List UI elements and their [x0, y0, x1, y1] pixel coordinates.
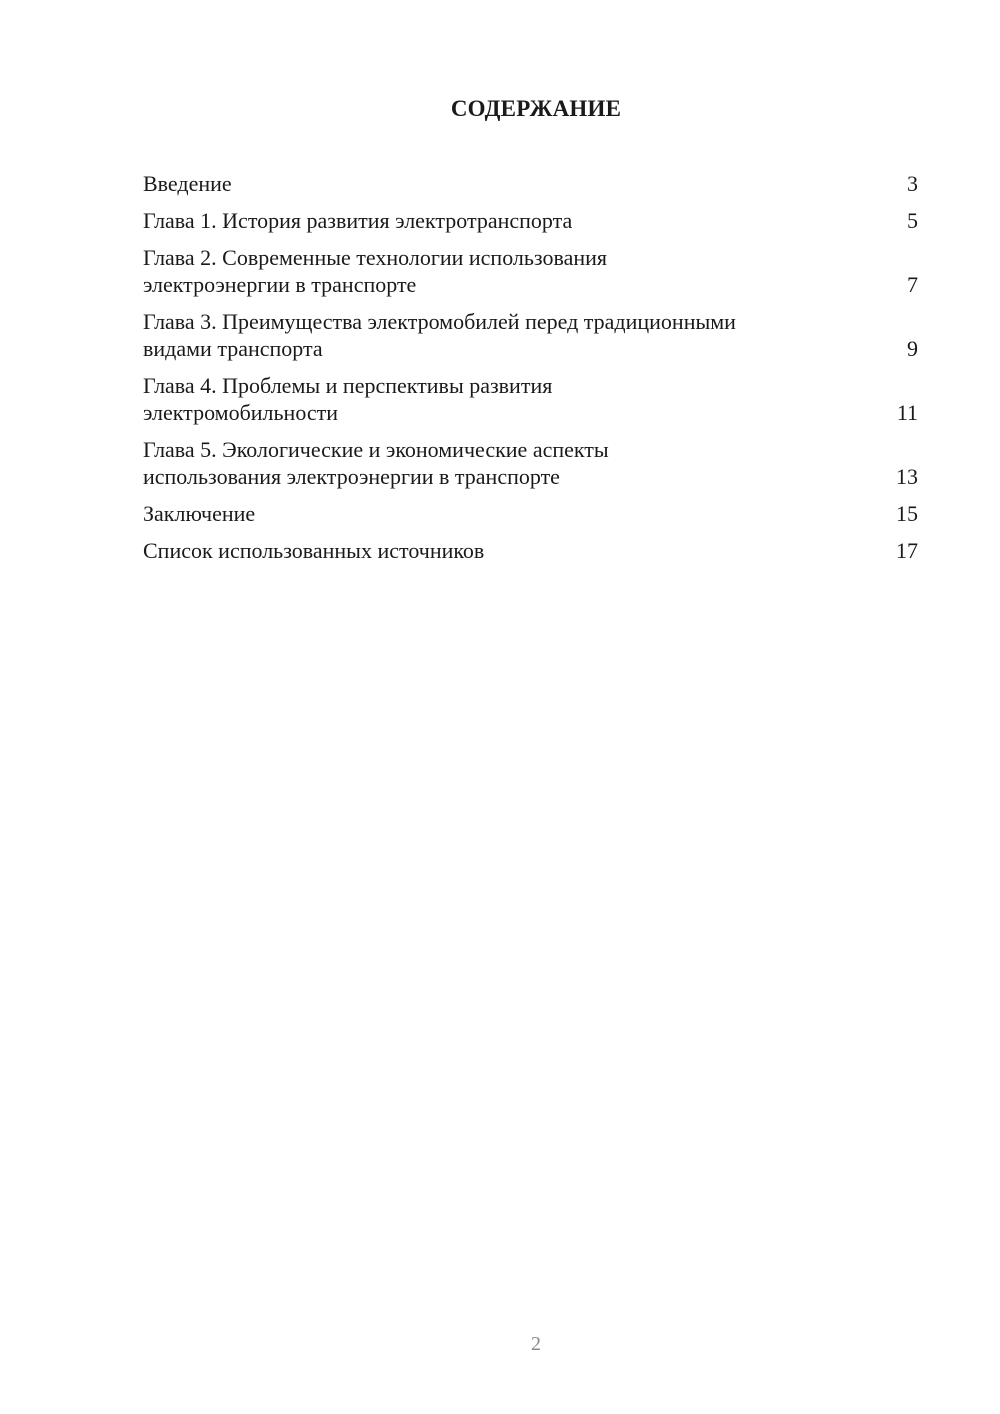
- toc-entry-title: [143, 537, 484, 564]
- toc-entry-title-line: Введение: [143, 171, 232, 196]
- toc-entry-title: [143, 207, 572, 234]
- page-title: СОДЕРЖАНИЕ: [450, 96, 622, 121]
- toc-entry-title: [143, 308, 736, 362]
- toc-entry-title-line: Глава 4. Проблемы и перспективы развития: [143, 373, 553, 398]
- toc-entry-conclusion: [143, 500, 918, 527]
- toc-entry-chapter-3: [143, 308, 918, 362]
- toc-entry-title: [143, 244, 607, 298]
- toc-entry-introduction: [143, 170, 918, 197]
- toc-entry-page: 9: [907, 336, 918, 361]
- toc-entry-title-line: использования электроэнергии в транспорте: [143, 464, 560, 489]
- toc-entry-title: [143, 170, 232, 197]
- toc-entry-title-line: видами транспорта: [143, 336, 323, 361]
- toc-entry-title-line: Глава 3. Преимущества электромобилей перед традиционными: [143, 309, 736, 334]
- toc-entry-page: 5: [907, 208, 918, 233]
- toc-entry-chapter-2: [143, 244, 918, 298]
- toc-entry-page: 3: [907, 171, 918, 196]
- toc-entry-title: [143, 436, 609, 490]
- toc-entry-title-line: Глава 2. Современные технологии использования: [143, 245, 608, 270]
- toc-entry-title-line: Список использованных источников: [143, 538, 485, 563]
- toc-entry-page: 11: [896, 400, 918, 425]
- toc-entry-page: 17: [896, 538, 918, 563]
- toc-entry-title-line: Глава 5. Экологические и экономические аспекты: [143, 437, 609, 462]
- toc-entry-title-line: электроэнергии в транспорте: [143, 272, 417, 297]
- toc-entry-chapter-4: [143, 372, 918, 426]
- toc-entry-title-line: Глава 1. История развития электротранспорта: [143, 208, 573, 233]
- toc-entry-page: 13: [896, 464, 918, 489]
- toc-entry-title-line: Заключение: [143, 501, 256, 526]
- toc-entry-title: [143, 372, 552, 426]
- page-number: 2: [531, 1333, 541, 1355]
- toc-entry-page: 15: [896, 501, 918, 526]
- toc-entry-page: 7: [907, 272, 918, 297]
- toc-entry-chapter-1: [143, 207, 918, 234]
- toc-entry-title: [143, 500, 255, 527]
- toc-entry-references: [143, 537, 918, 564]
- toc-entry-title-line: электромобильности: [143, 400, 339, 425]
- table-of-contents: [143, 170, 918, 574]
- toc-entry-chapter-5: [143, 436, 918, 490]
